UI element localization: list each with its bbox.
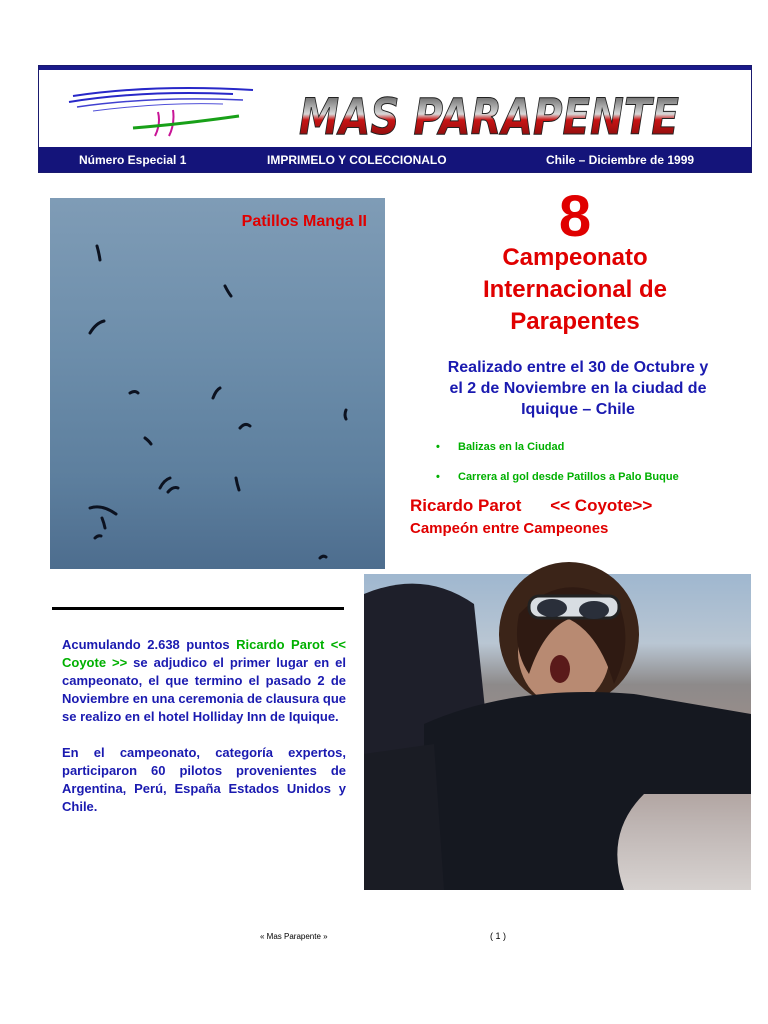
- issue-label: Número Especial 1: [79, 153, 187, 167]
- bullet-dot-icon: •: [436, 441, 440, 453]
- page-number: ( 1 ): [490, 931, 507, 941]
- subheadline: [408, 357, 748, 420]
- champion-name: Ricardo Parot << Coyote>>: [410, 496, 653, 515]
- section-divider: [52, 607, 344, 610]
- edition-number: 8: [558, 184, 592, 249]
- brand-logo: [63, 80, 263, 140]
- place-date-label: Chile – Diciembre de 1999: [546, 153, 695, 167]
- champion-photo: [364, 574, 751, 890]
- paragliders-photo: [50, 198, 385, 569]
- subhead-line-3: Iquique – Chile: [521, 401, 635, 418]
- masthead-info-bar: [39, 147, 751, 172]
- champion-subtitle: Campeón entre Campeones: [410, 520, 609, 537]
- headline: [430, 242, 720, 338]
- masthead-top-rule: [39, 66, 751, 70]
- headline-line-2: Internacional de: [482, 276, 668, 303]
- masthead: [38, 65, 752, 173]
- subhead-line-2: el 2 de Noviembre en la ciudad de: [449, 380, 707, 397]
- paragraph: Acumulando 2.638 puntos Ricardo Parot << Coyote >> se adjudico el primer lugar en el campeonato, el que termino el pasado 2 de Noviembre en una ceremonia de clausura que se realizo en el hotel Holliday Inn de Iquique.: [62, 637, 346, 724]
- slogan-label: IMPRIMELO Y COLECCIONALO: [267, 153, 447, 167]
- subhead-line-1: Realizado entre el 30 de Octubre y: [447, 359, 709, 376]
- bullet-dot-icon: •: [436, 471, 440, 483]
- photo-caption: Patillos Manga II: [241, 213, 367, 230]
- paraglider-silhouettes: [50, 198, 385, 569]
- paragraph: En el campeonato, categoría expertos, participaron 60 pilotos provenientes de Argentina, Perú, España Estados Unidos y Chile.: [62, 745, 346, 814]
- masthead-title: MAS PARAPENTE: [299, 88, 679, 146]
- article-body: [62, 636, 346, 834]
- footer-publication: « Mas Parapente »: [260, 932, 328, 941]
- champion-nickname: << Coyote>>: [550, 496, 653, 515]
- masthead-title-art: [294, 84, 684, 144]
- headline-line-3: Parapentes: [510, 308, 640, 335]
- champion-photo-art: [364, 574, 751, 890]
- headline-line-1: Campeonato: [502, 244, 648, 271]
- champion-highlight: Ricardo Parot << Coyote >>: [62, 637, 346, 670]
